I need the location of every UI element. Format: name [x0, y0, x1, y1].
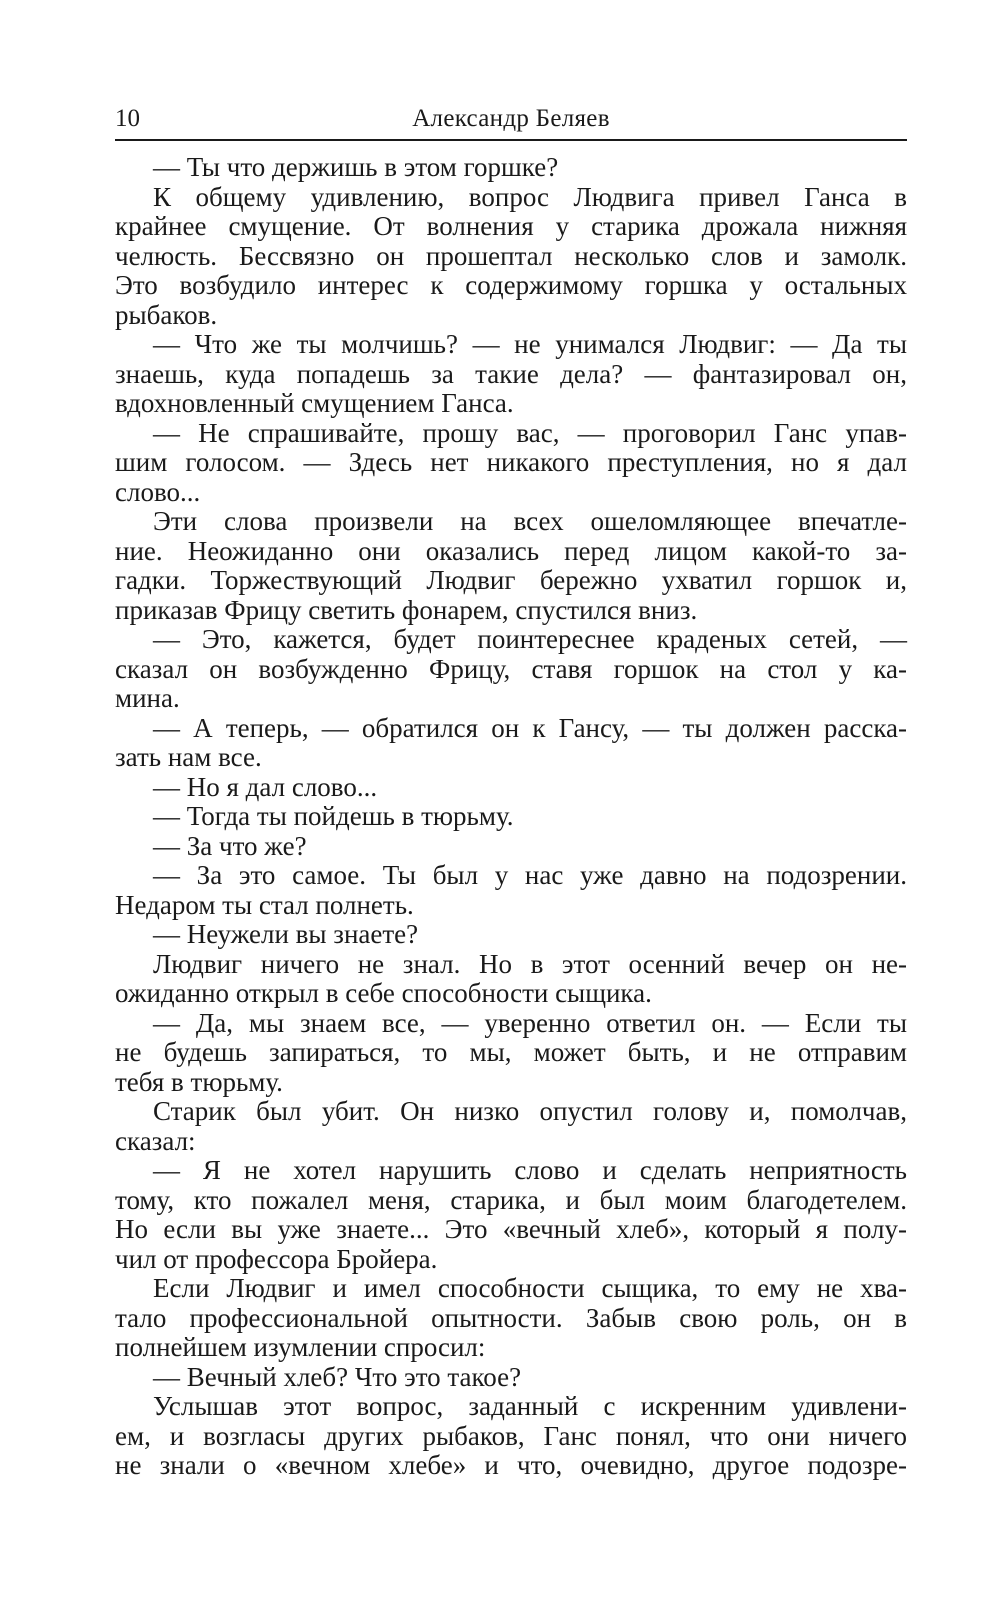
text-line: — Что же ты молчишь? — не унимался Людвиг: — Да ты	[153, 329, 907, 359]
text-line: Старик был убит. Он низко опустил голову и, помолчав,	[153, 1096, 907, 1126]
text-line: ние. Неожиданно они оказались перед лицом какой-то за-	[115, 535, 907, 566]
text-line: не будешь запираться, то мы, может быть, и не отправим	[115, 1037, 907, 1067]
text-line: — Тогда ты пойдешь в тюрьму.	[153, 801, 514, 831]
text-line: тому, кто пожалел меня, старика, и был моим благодетелем.	[115, 1184, 907, 1215]
text-line: Людвиг ничего не знал. Но в этот осенний вечер он не-	[153, 948, 907, 979]
text-line: ем, и возгласы других рыбаков, Ганс понял, что они ничего	[115, 1420, 907, 1451]
text-line: тало профессиональной опытности. Забыв свою роль, он в	[115, 1302, 907, 1333]
text-line: Эти слова произвели на всех ошеломляющее впечатле-	[153, 506, 907, 536]
text-line: — За что же?	[153, 830, 307, 861]
text-line: — Ты что держишь в этом горшке?	[153, 152, 559, 182]
text-line: мина.	[115, 683, 180, 713]
text-line: знаешь, куда попадешь за такие дела? — фантазировал он,	[115, 358, 907, 389]
text-line: — Неужели вы знаете?	[153, 919, 419, 949]
text-line: — Я не хотел нарушить слово и сделать неприятность	[153, 1155, 907, 1185]
text-line: сказал:	[115, 1125, 196, 1156]
text-line: тебя в тюрьму.	[115, 1066, 283, 1097]
text-line: — А теперь, — обратился он к Гансу, — ты должен расска-	[153, 712, 907, 743]
text-line: — Не спрашивайте, прошу вас, — проговорил Ганс упав-	[153, 417, 907, 448]
text-line: Это возбудило интерес к содержимому горшка у остальных	[115, 270, 907, 300]
text-line: не знали о «вечном хлебе» и что, очевидно, другое подозре-	[115, 1450, 907, 1480]
text-line: чил от профессора Бройера.	[115, 1243, 438, 1274]
page-number: 10	[115, 105, 140, 132]
text-line: челюсть. Бессвязно он прошептал несколько слов и замолк.	[115, 240, 907, 271]
text-line: — Но я дал слово...	[153, 771, 378, 802]
text-line: шим голосом. — Здесь нет никакого преступления, но я дал	[115, 447, 907, 477]
text-line: — Вечный хлеб? Что это такое?	[153, 1361, 522, 1392]
text-line: рыбаков.	[115, 299, 218, 330]
text-line: Но если вы уже знаете... Это «вечный хлеб», который я полу-	[115, 1214, 907, 1244]
text-line: крайнее смущение. От волнения у старика дрожала нижняя	[115, 211, 907, 241]
text-line: — За это самое. Ты был у нас уже давно на подозрении.	[153, 860, 907, 890]
text-line: гадки. Торжествующий Людвиг бережно ухватил горшок и,	[115, 565, 907, 595]
text-line: К общему удивлению, вопрос Людвига привел Ганса в	[153, 181, 907, 212]
text-line: приказав Фрицу светить фонарем, спустился вниз.	[115, 594, 698, 625]
text-line: вдохновленный смущением Ганса.	[115, 388, 514, 418]
body-text	[115, 153, 907, 1481]
text-line: слово...	[115, 476, 201, 507]
header-rule	[115, 139, 907, 141]
text-line: ожиданно открыл в себе способности сыщика.	[115, 978, 652, 1008]
text-line: зать нам все.	[115, 742, 262, 772]
text-line: Недаром ты стал полнеть.	[115, 889, 414, 920]
text-line: полнейшем изумлении спросил:	[115, 1332, 486, 1362]
text-line: Если Людвиг и имел способности сыщика, то ему не хва-	[153, 1273, 907, 1303]
running-title: Александр Беляев	[412, 105, 610, 132]
text-line: — Да, мы знаем все, — уверенно ответил он. — Если ты	[153, 1007, 907, 1038]
text-line: Услышав этот вопрос, заданный с искренним удивлени-	[153, 1391, 907, 1421]
text-line: сказал он возбужденно Фрицу, ставя горшок на стол у ка-	[115, 653, 907, 684]
text-line: — Это, кажется, будет поинтереснее краденых сетей, —	[153, 624, 907, 654]
running-head	[115, 104, 907, 138]
